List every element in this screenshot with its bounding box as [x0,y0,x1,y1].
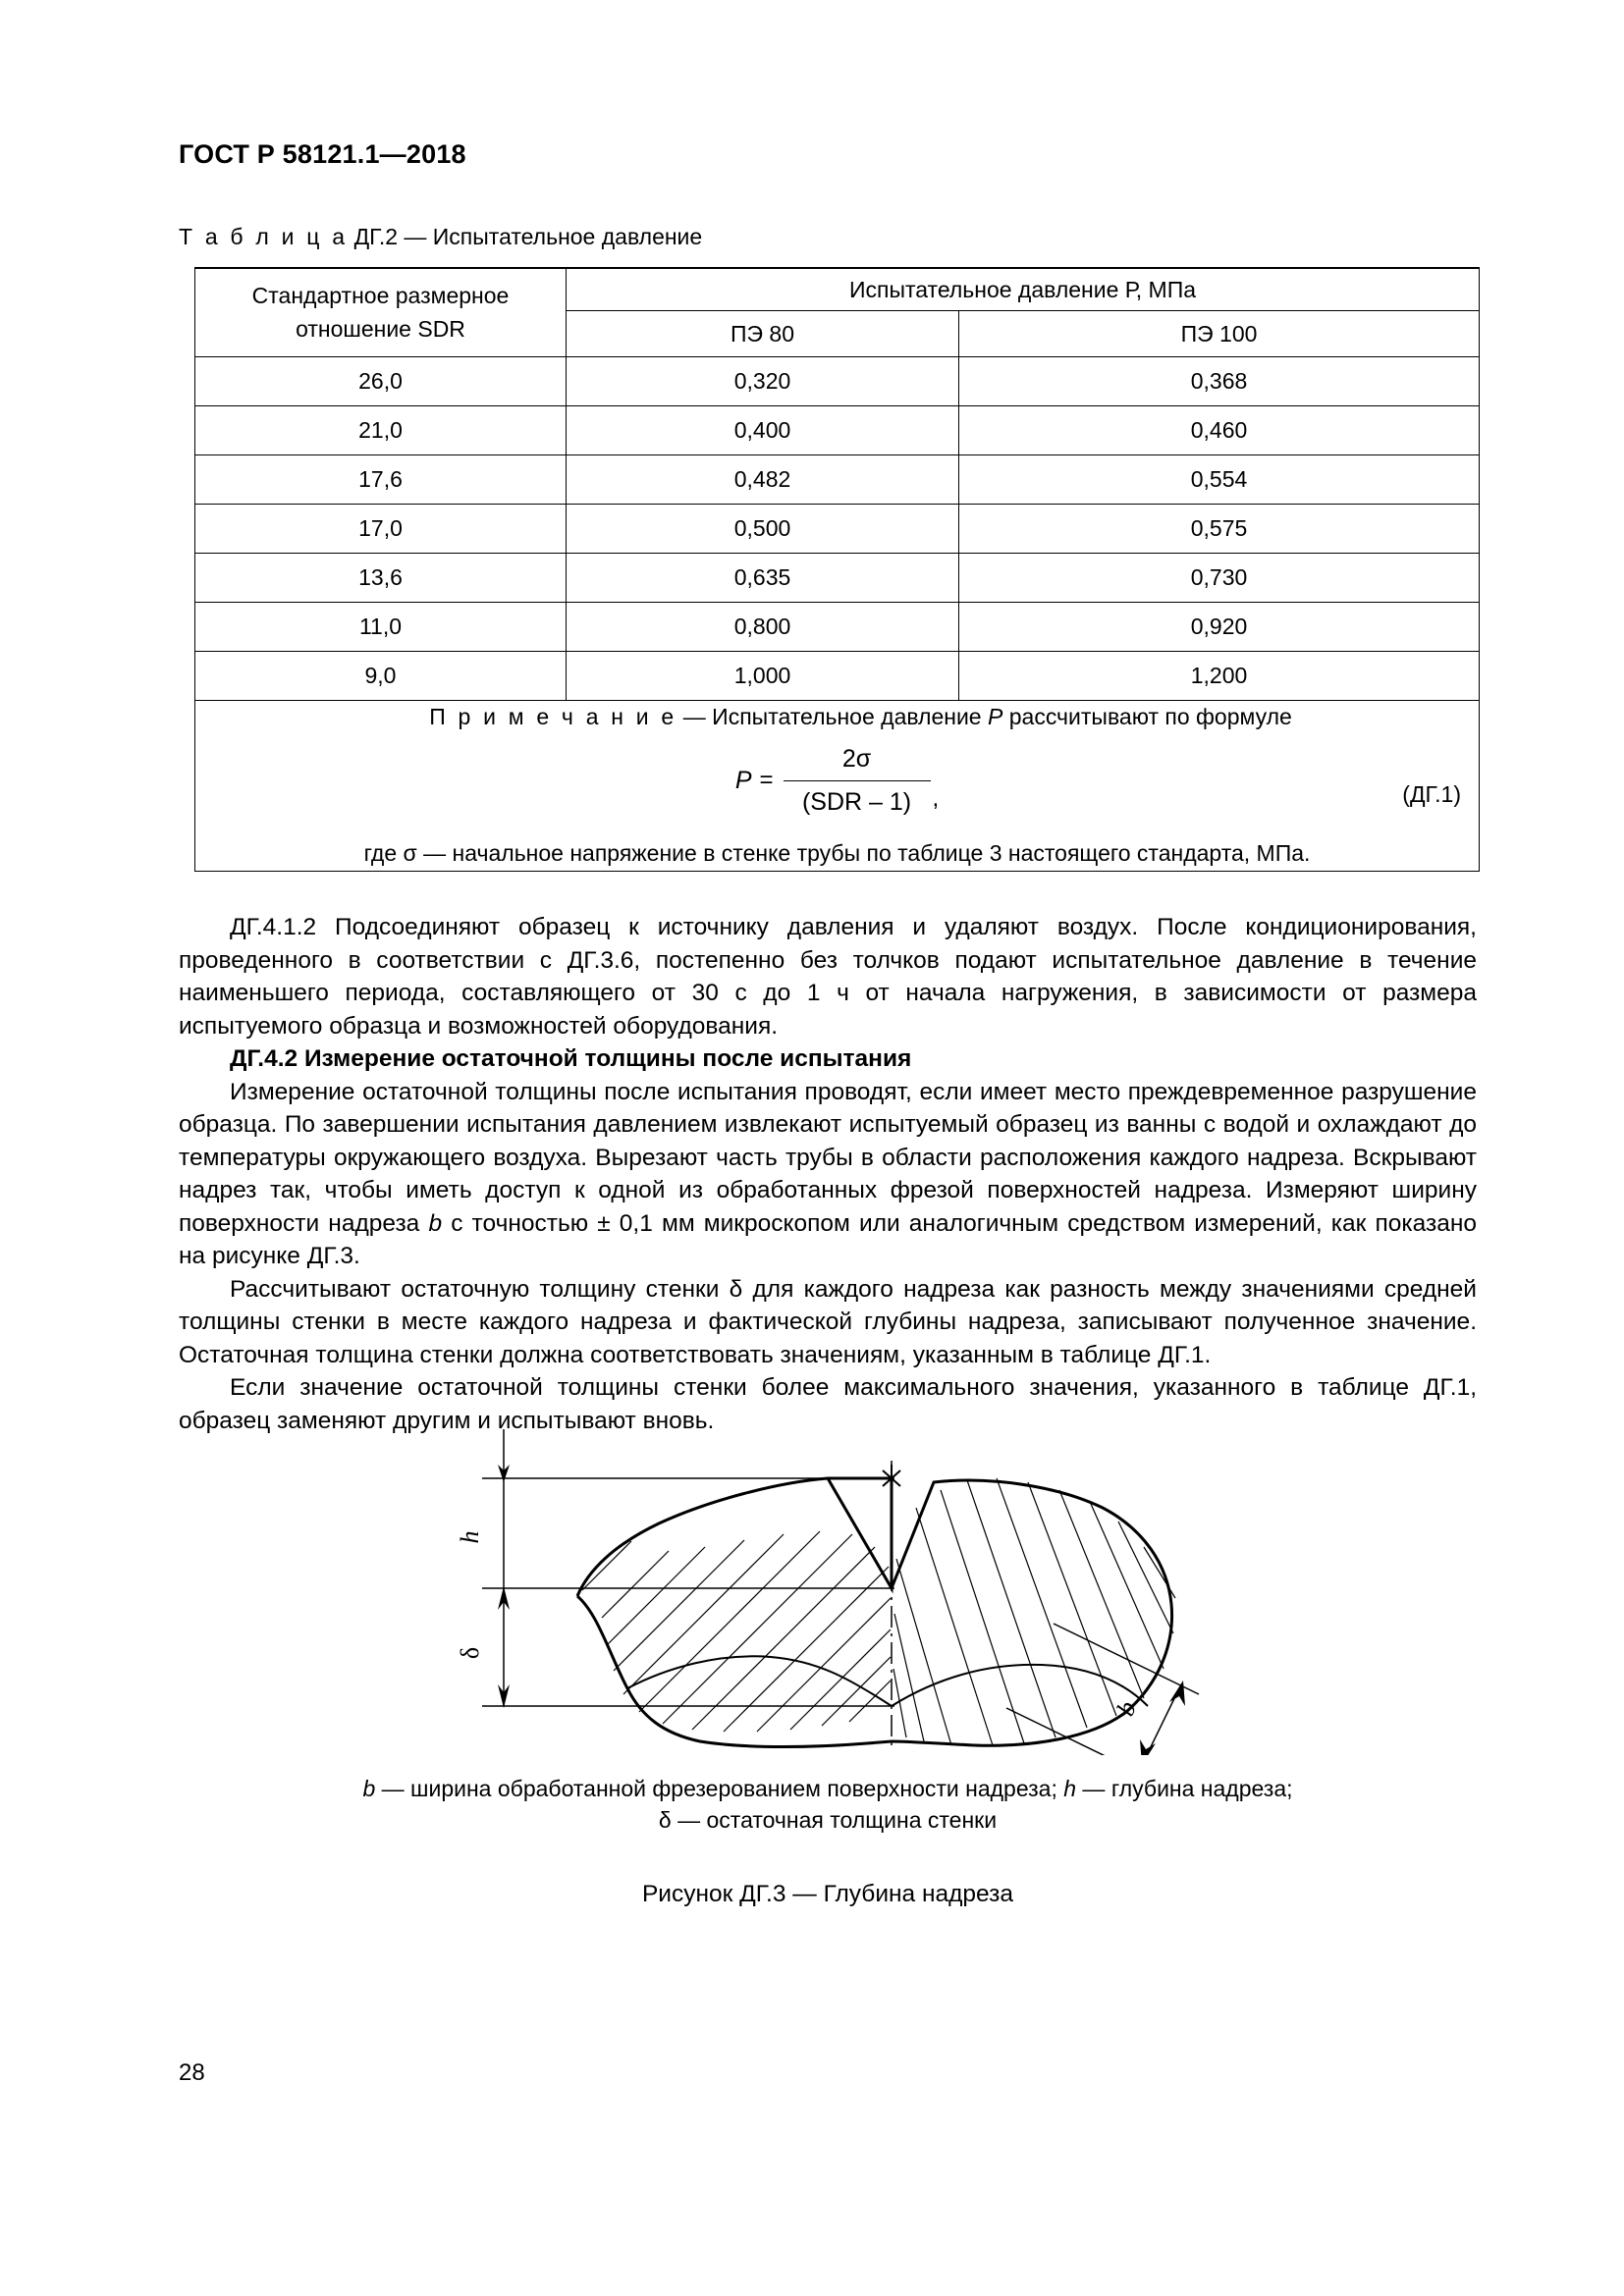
cell-pe80: 1,000 [567,652,959,701]
dimension-label-delta: δ [456,1646,484,1660]
paragraph-measurement-part1: Измерение остаточной толщины после испытания проводят, если имеет место преждевременное разрушение образца. По завершении испытания давлением извлекают испытуемый образец из ванны с водой и охлаждают до температуры окружающего воздуха. Вырезают часть трубы в области расположения каждого надреза. Вскрывают надрез так, чтобы иметь доступ к одной из обработанных фрезой поверхностей надреза. Измеряют ширину поверхности надреза [179,1078,1477,1237]
cell-pe100: 0,368 [959,357,1480,406]
cell-sdr: 21,0 [195,406,567,455]
paragraph-measurement [179,1076,1477,1273]
body-paragraph-group [179,911,1477,1437]
dimension-label-h: h [456,1530,484,1544]
figure-title: Рисунок ДГ.3 — Глубина надреза [641,1881,1014,1907]
notch-depth-diagram [406,1421,1250,1755]
table-caption-text: ДГ.2 — Испытательное давление [353,224,703,249]
hatch-left-region [582,1531,891,1732]
cell-pe80: 0,482 [567,455,959,505]
header-pe80: ПЭ 80 [567,311,959,357]
note-dash-text: — Испытательное давление [677,704,988,729]
paragraph-replacement: Если значение остаточной толщины стенки более максимального значения, указанного в таблице ДГ.1, образец заменяют другим и испытывают вновь. [179,1374,1477,1434]
notch-left-upper-contour [577,1478,892,1596]
note-variable-p: P [988,704,1003,729]
table-row [195,652,1480,701]
header-test-pressure-group: Испытательное давление Р, МПа [567,268,1480,311]
cell-pe100: 0,575 [959,505,1480,554]
formula-equals: = [759,767,774,794]
cell-sdr: 26,0 [195,357,567,406]
cell-pe80: 0,320 [567,357,959,406]
subheading-dg42: ДГ.4.2 Измерение остаточной толщины после испытания [230,1045,912,1072]
cell-pe80: 0,800 [567,603,959,652]
paragraph-variable-b: b [428,1209,443,1237]
formula-lhs: P [734,767,752,795]
header-pe100: ПЭ 100 [959,311,1480,357]
table-note-row [195,701,1480,872]
cell-sdr: 17,0 [195,505,567,554]
cell-pe100: 0,554 [959,455,1480,505]
table-caption-label: Т а б л и ц а [179,224,349,249]
cell-pe100: 1,200 [959,652,1480,701]
table-caption [179,224,702,250]
formula-trailing-comma: , [932,784,940,812]
paragraph-dg412: ДГ.4.1.2 Подсоединяют образец к источнику давления и удаляют воздух. После кондиционирования, проведенного в соответствии с ДГ.3.6, постепенно без толчков подают испытательное давление в течение наименьшего периода, составляющего от 30 с до 1 ч от начала нагружения, в зависимости от размера испытуемого образца и возможностей оборудования. [179,914,1477,1040]
note-text-tail: рассчитывают по формуле [1002,704,1292,729]
pressure-formula [195,741,1479,820]
table-body [195,357,1480,872]
cell-sdr: 9,0 [195,652,567,701]
document-standard-header: ГОСТ Р 58121.1—2018 [179,139,466,169]
figure-dg3 [179,1421,1477,1908]
legend-text-h: — глубина надреза; [1076,1776,1293,1801]
cell-sdr: 13,6 [195,554,567,603]
table-row [195,455,1480,505]
table-header-row-group [195,268,1480,311]
header-sdr-line2: отношение SDR [296,315,465,342]
formula-denominator: (SDR – 1) [801,788,912,817]
figure-legend-line2: δ — остаточная толщина стенки [658,1807,998,1833]
cell-pe80: 0,400 [567,406,959,455]
table-row [195,406,1480,455]
header-sdr-line1: Стандартное размерное [251,283,510,309]
formula-fraction [784,741,931,820]
paragraph-measurement-part2: с точностью ± 0,1 мм микроскопом или аналогичным средством измерений, как показано на рисунке ДГ.3. [179,1209,1478,1269]
table-row [195,357,1480,406]
dimension-extension-b-upper [1054,1624,1199,1694]
note-title: П р и м е ч а н и е [429,704,677,729]
test-pressure-table [194,267,1480,872]
cell-pe100: 0,460 [959,406,1480,455]
cell-pe100: 0,730 [959,554,1480,603]
cell-sdr: 11,0 [195,603,567,652]
figure-drawing [179,1421,1477,1755]
table-note [195,701,1480,872]
note-lead-line [195,701,1479,733]
cell-pe100: 0,920 [959,603,1480,652]
table-head [195,268,1480,357]
header-sdr [195,268,567,357]
dimension-label-b: b [1110,1696,1143,1721]
table-row [195,603,1480,652]
legend-symbol-h: h [1063,1776,1077,1801]
cell-pe80: 0,635 [567,554,959,603]
figure-legend-line1 [179,1773,1477,1804]
formula-block [195,741,1479,831]
legend-symbol-b: b [362,1776,376,1801]
formula-number: (ДГ.1) [1402,781,1462,808]
formula-numerator: 2σ [841,745,872,774]
table-row [195,554,1480,603]
legend-text-b: — ширина обработанной фрезерованием поверхности надреза; [375,1776,1064,1801]
cell-sdr: 17,6 [195,455,567,505]
cell-pe80: 0,500 [567,505,959,554]
paragraph-residual-thickness: Рассчитывают остаточную толщину стенки δ для каждого надреза как разность между значениями средней толщины стенки в месте каждого надреза и фактической глубины надреза, записывают полученное значение. Остаточная толщина стенки должна соответствовать значениям, указанным в таблице ДГ.1. [179,1275,1477,1368]
table-row [195,505,1480,554]
figure-legend [179,1773,1477,1836]
page-number: 28 [179,2059,205,2086]
note-where-clause: где σ — начальное напряжение в стенке трубы по таблице 3 настоящего стандарта, МПа. [363,840,1311,867]
notch-left-lower-contour [577,1596,892,1747]
